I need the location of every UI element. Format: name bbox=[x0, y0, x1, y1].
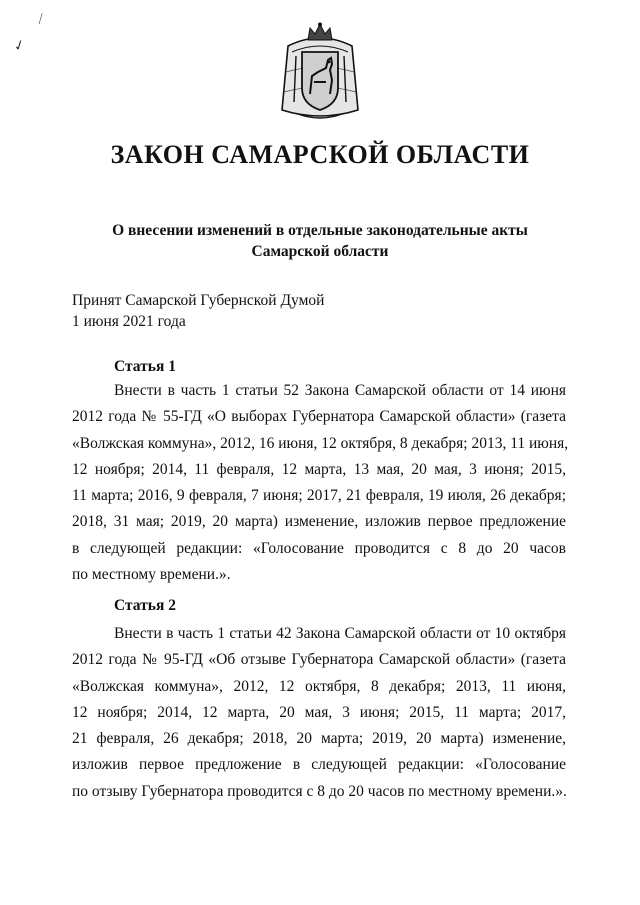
article-line: по отзыву Губернатора проводится с 8 до 20 часов по местному времени.». bbox=[72, 782, 567, 800]
article-1-heading: Статья 1 bbox=[114, 358, 176, 375]
article-line: в следующей редакции: «Голосование проводится с 8 до 20 часов bbox=[72, 539, 566, 557]
subtitle-line: Самарской области bbox=[251, 243, 389, 260]
article-line: 2018, 31 мая; 2019, 20 марта) изменение, изложив первое предложение bbox=[72, 513, 566, 531]
law-subtitle bbox=[80, 220, 560, 262]
article-line: 2012 года № 95-ГД «Об отзыве Губернатора Самарской области» (газета bbox=[72, 651, 566, 669]
article-1-body bbox=[72, 378, 569, 588]
article-line: 21 февраля, 26 декабря; 2018, 20 марта; 2019, 20 марта) изменение, bbox=[72, 730, 566, 748]
article-line: Внести в часть 1 статьи 52 Закона Самарской области от 14 июня bbox=[114, 382, 566, 399]
law-title: ЗАКОН САМАРСКОЙ ОБЛАСТИ bbox=[110, 140, 530, 169]
article-line: 12 ноября; 2014, 11 февраля, 12 марта, 13 мая, 20 мая, 3 июня; 2015, bbox=[72, 460, 566, 478]
article-line: 11 марта; 2016, 9 февраля, 7 июня; 2017, 21 февраля, 19 июля, 26 декабря; bbox=[72, 487, 566, 505]
subtitle-line: О внесении изменений в отдельные законодательные акты bbox=[112, 222, 528, 239]
handwritten-mark: ⁄ bbox=[37, 12, 45, 27]
adoption-info bbox=[72, 290, 472, 332]
coat-of-arms-samara-icon bbox=[278, 22, 362, 124]
article-line: «Волжская коммуна», 2012, 12 октября, 8 декабря; 2013, 11 июня, bbox=[72, 677, 566, 695]
article-line: Внести в часть 1 статьи 42 Закона Самарской области от 10 октября bbox=[114, 625, 566, 642]
article-line: изложив первое предложение в следующей редакции: «Голосование bbox=[72, 756, 566, 774]
article-2-heading: Статья 2 bbox=[114, 597, 176, 614]
article-2-body bbox=[72, 621, 566, 805]
adopted-date: 1 июня 2021 года bbox=[72, 313, 186, 330]
article-line: по местному времени.». bbox=[72, 566, 231, 584]
check-mark-icon: ✓ bbox=[11, 37, 28, 56]
article-line: 12 ноября; 2014, 12 марта, 20 мая, 3 июня; 2015, 11 марта; 2017, bbox=[72, 703, 566, 721]
article-line: «Волжская коммуна», 2012, 16 июня, 12 октября, 8 декабря; 2013, 11 июня, bbox=[72, 434, 569, 452]
adopted-by: Принят Самарской Губернской Думой bbox=[72, 292, 325, 309]
article-line: 2012 года № 55-ГД «О выборах Губернатора Самарской области» (газета bbox=[72, 408, 566, 426]
